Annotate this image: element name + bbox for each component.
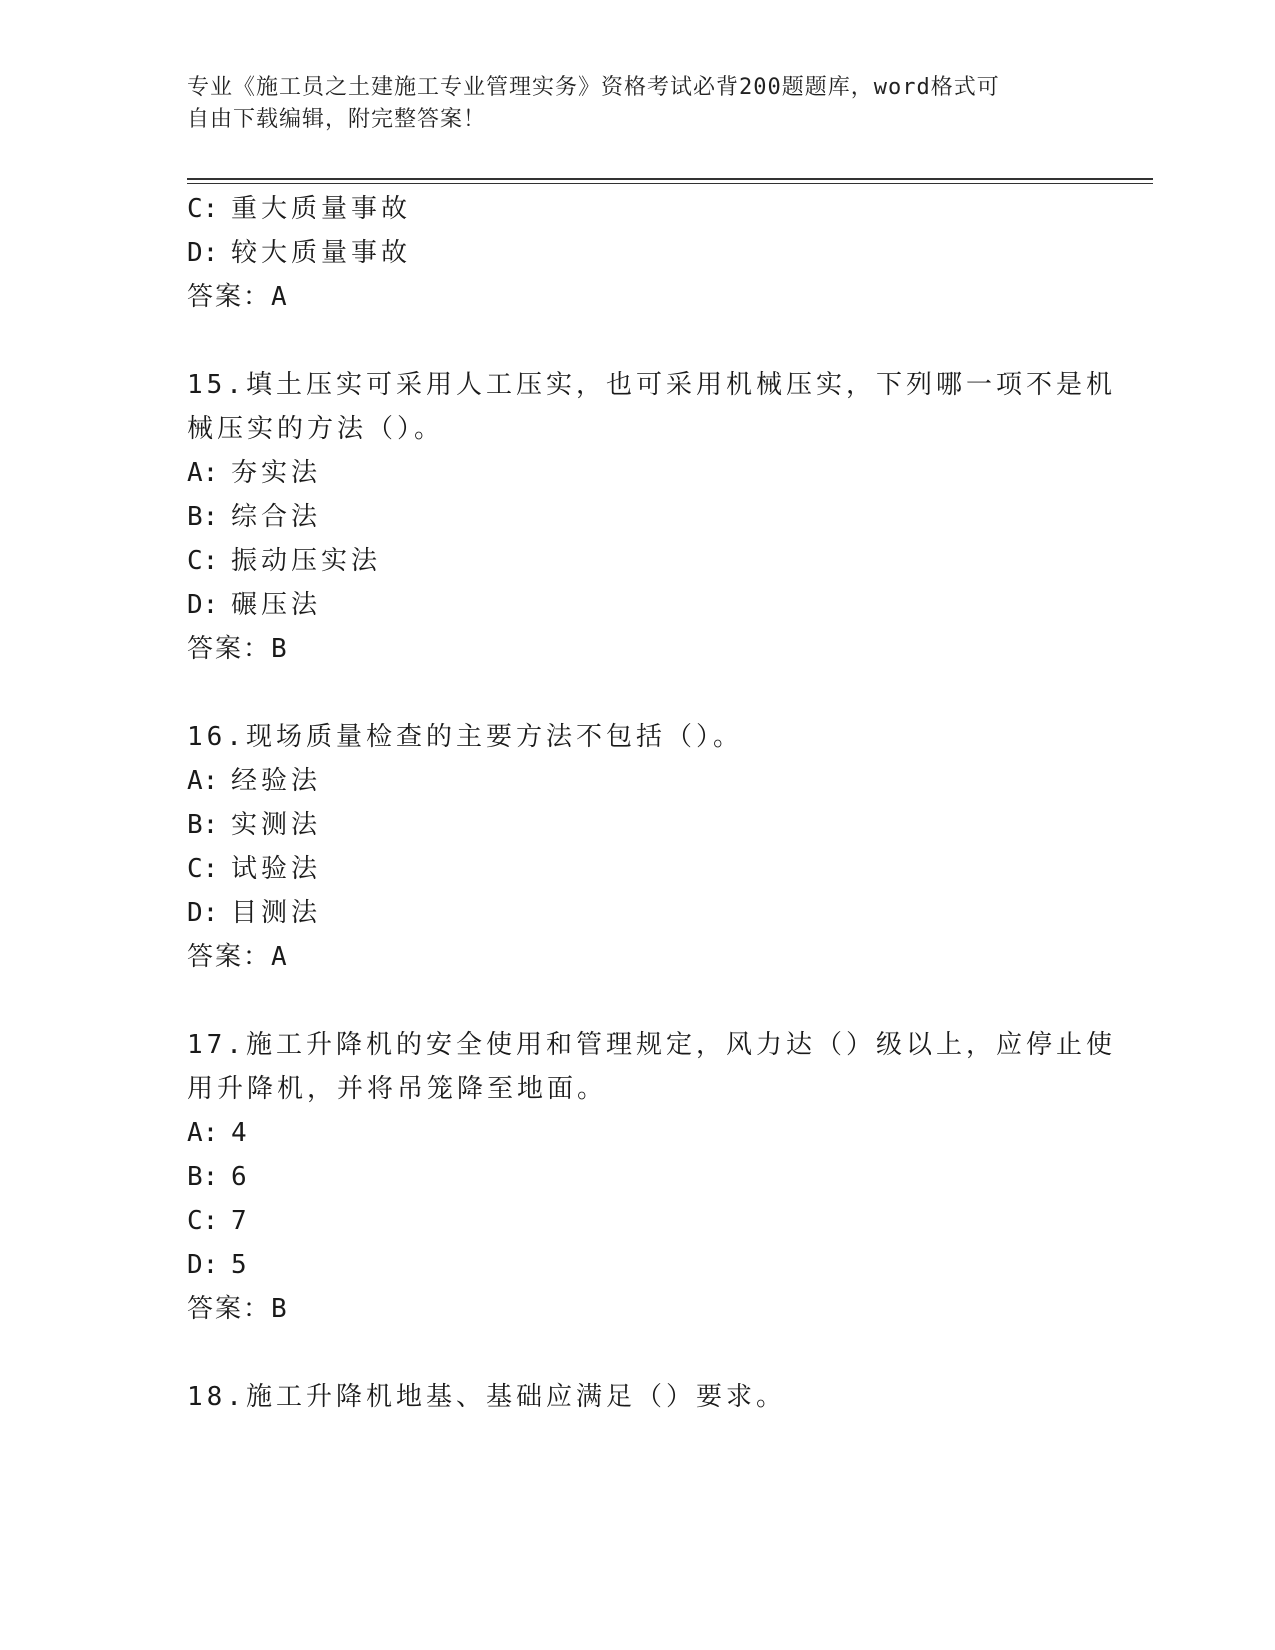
answer-value: A [271, 942, 291, 972]
q15-stem-line-2: 械压实的方法（）。 [187, 414, 445, 444]
option-letter: C: [187, 546, 219, 576]
answer-label: 答案： [187, 942, 272, 972]
q17-option-b [187, 1160, 1087, 1194]
q16-option-a [187, 764, 1087, 798]
option-text: 4 [231, 1118, 251, 1148]
option-text: 较大质量事故 [231, 238, 412, 268]
option-text: 实测法 [231, 810, 322, 840]
option-letter: B: [187, 1162, 219, 1192]
option-text: 试验法 [231, 854, 322, 884]
option-text: 6 [231, 1162, 251, 1192]
header-rule-thick [187, 178, 1153, 180]
option-text: 碾压法 [231, 590, 322, 620]
document-header [187, 72, 1067, 136]
option-letter: A: [187, 458, 219, 488]
q16-option-b [187, 808, 1087, 842]
option-letter: C: [187, 854, 219, 884]
option-letter: D: [187, 238, 219, 268]
q15-stem-line-1: 15.填土压实可采用人工压实，也可采用机械压实，下列哪一项不是机 [187, 370, 1116, 400]
option-letter: D: [187, 1250, 219, 1280]
option-text: 目测法 [231, 898, 322, 928]
q14-option-c [187, 192, 1087, 226]
option-letter: B: [187, 810, 219, 840]
answer-value: B [271, 634, 291, 664]
q15-option-a [187, 456, 1087, 490]
q17-stem-line-1: 17.施工升降机的安全使用和管理规定，风力达（）级以上，应停止使 [187, 1030, 1116, 1060]
q17-option-a [187, 1116, 1087, 1150]
header-title-line-1: 专业《施工员之土建施工专业管理实务》资格考试必背200题题库，word格式可 [187, 75, 1000, 100]
q15-answer [187, 632, 1087, 666]
answer-value: A [271, 282, 291, 312]
q17-stem-line-2: 用升降机，并将吊笼降至地面。 [187, 1074, 608, 1104]
option-text: 综合法 [231, 502, 322, 532]
answer-label: 答案： [187, 1294, 272, 1324]
q18-stem-line-1: 18.施工升降机地基、基础应满足（）要求。 [187, 1382, 786, 1412]
q15-option-c [187, 544, 1087, 578]
option-letter: D: [187, 898, 219, 928]
option-letter: C: [187, 194, 219, 224]
header-title-line-2: 自由下载编辑，附完整答案！ [187, 107, 487, 132]
option-text: 5 [231, 1250, 251, 1280]
option-letter: C: [187, 1206, 219, 1236]
answer-value: B [271, 1294, 291, 1324]
answer-label: 答案： [187, 634, 272, 664]
q16-answer [187, 940, 1087, 974]
answer-label: 答案： [187, 282, 272, 312]
q17-option-d [187, 1248, 1087, 1282]
q16-option-c [187, 852, 1087, 886]
option-text: 夯实法 [231, 458, 322, 488]
option-text: 重大质量事故 [231, 194, 412, 224]
q14-option-d [187, 236, 1087, 270]
q14-answer [187, 280, 1087, 314]
option-text: 振动压实法 [231, 546, 382, 576]
option-letter: B: [187, 502, 219, 532]
option-text: 7 [231, 1206, 251, 1236]
q17-option-c [187, 1204, 1087, 1238]
option-letter: A: [187, 766, 219, 796]
q15-option-d [187, 588, 1087, 622]
option-text: 经验法 [231, 766, 322, 796]
header-rule-thin [187, 183, 1153, 184]
option-letter: A: [187, 1118, 219, 1148]
q16-option-d [187, 896, 1087, 930]
option-letter: D: [187, 590, 219, 620]
q17-answer [187, 1292, 1087, 1326]
q16-stem-line-1: 16.现场质量检查的主要方法不包括（）。 [187, 722, 743, 752]
q15-option-b [187, 500, 1087, 534]
